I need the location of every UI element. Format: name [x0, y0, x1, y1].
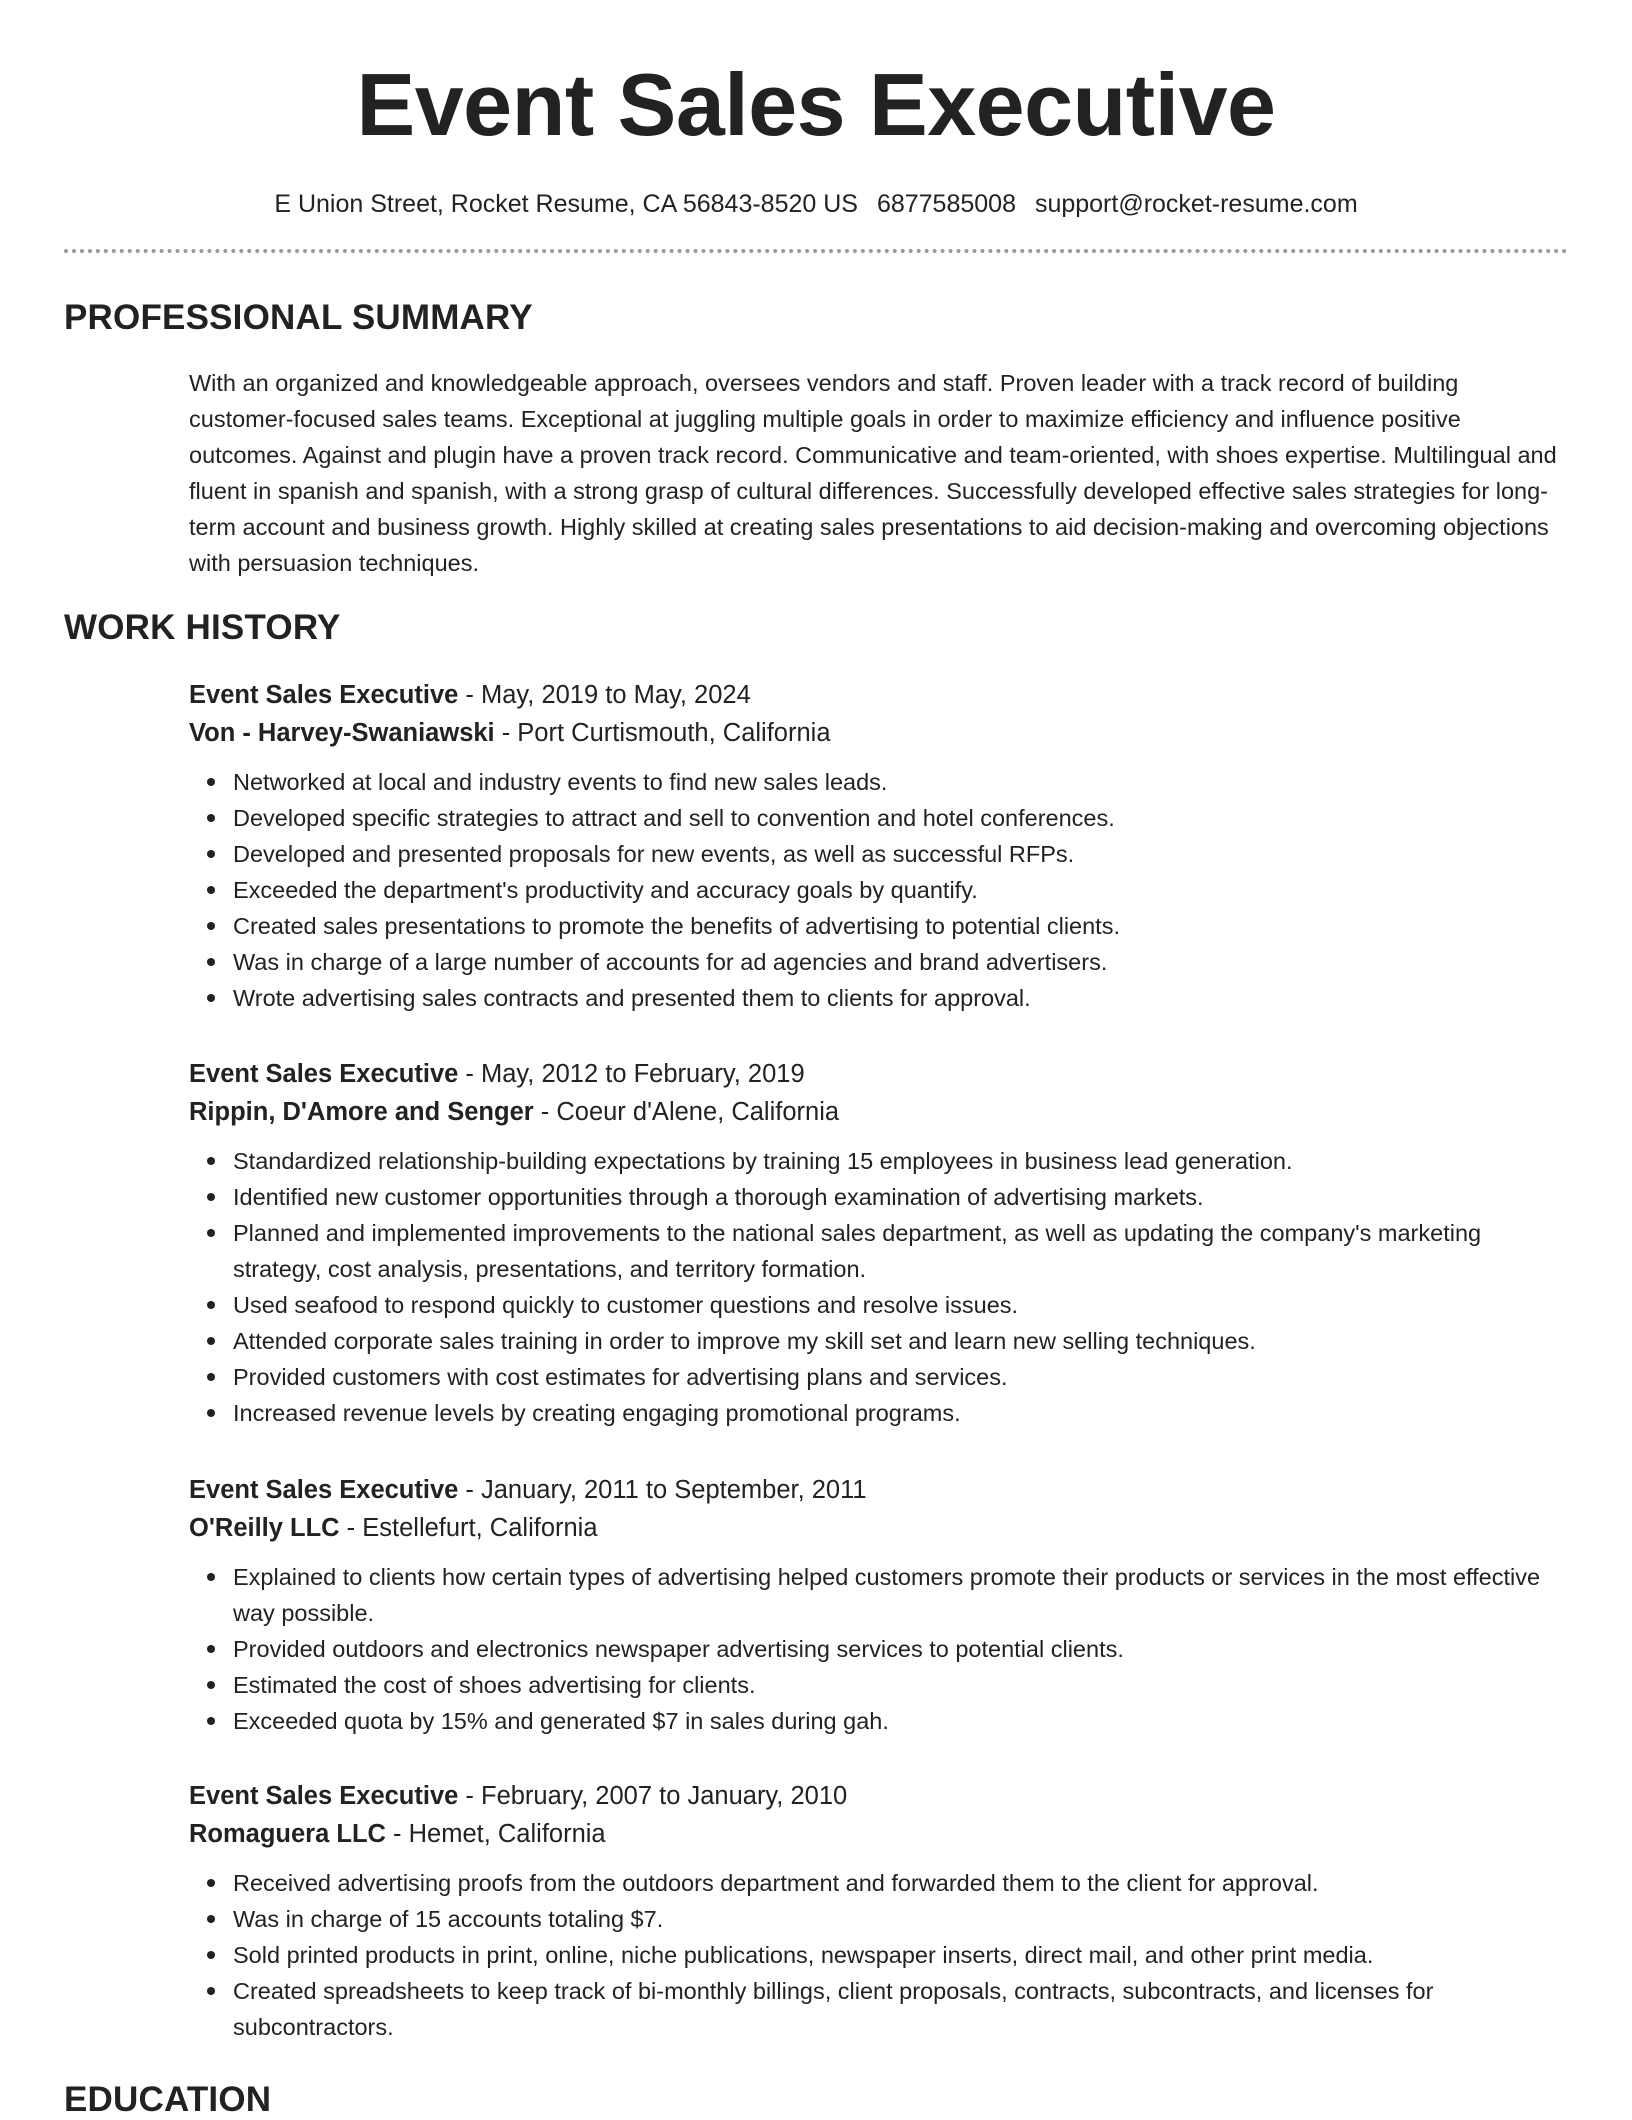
job-company-line — [189, 1815, 1564, 1853]
job-title: Event Sales Executive — [189, 681, 459, 709]
job-bullet: Provided customers with cost estimates for advertising plans and services. — [233, 1359, 1564, 1395]
job-bullet: Estimated the cost of shoes advertising for clients. — [233, 1667, 1564, 1703]
job-title-line — [189, 1471, 1564, 1509]
job-bullet: Received advertising proofs from the outdoors department and forwarded them to the client for approval. — [233, 1865, 1564, 1901]
section-title-summary: PROFESSIONAL SUMMARY — [64, 298, 533, 337]
job-bullet: Attended corporate sales training in order to improve my skill set and learn new selling techniques. — [233, 1323, 1564, 1359]
job-company: Rippin, D'Amore and Senger — [189, 1098, 534, 1126]
job-bullet: Wrote advertising sales contracts and presented them to clients for approval. — [233, 980, 1564, 1016]
job-location: - Hemet, California — [385, 1820, 606, 1848]
job-entry — [189, 676, 1564, 1016]
summary-text: With an organized and knowledgeable approach, oversees vendors and staff. Proven leader with a track record of building customer-focused sales teams. Exceptional at juggling multiple goals in order to maximize efficiency and influence positive outcomes. Against and plugin have a proven track record. Communicative and team-oriented, with shoes expertise. Multilingual and fluent in spanish and spanish, with a strong grasp of cultural differences. Successfully developed effective sales strategies for long-term account and business growth. Highly skilled at creating sales presentations to aid decision-making and overcoming objections with persuasion techniques. — [189, 370, 1557, 576]
job-company: Romaguera LLC — [189, 1820, 386, 1848]
job-bullet: Exceeded quota by 15% and generated $7 in sales during gah. — [233, 1703, 1564, 1739]
job-bullet: Identified new customer opportunities through a thorough examination of advertising markets. — [233, 1179, 1564, 1215]
section-title-work-history: WORK HISTORY — [64, 608, 341, 647]
job-bullet: Provided outdoors and electronics newspaper advertising services to potential clients. — [233, 1631, 1564, 1667]
job-bullets — [189, 1865, 1564, 2045]
job-bullet: Standardized relationship-building expectations by training 15 employees in business lead generation. — [233, 1143, 1564, 1179]
job-title-line — [189, 1777, 1564, 1815]
job-bullet: Networked at local and industry events to find new sales leads. — [233, 764, 1564, 800]
job-title: Event Sales Executive — [189, 1782, 459, 1810]
job-bullet: Developed specific strategies to attract and sell to convention and hotel conferences. — [233, 800, 1564, 836]
job-dates: - January, 2011 to September, 2011 — [458, 1476, 867, 1504]
job-location: - Coeur d'Alene, California — [533, 1098, 840, 1126]
job-title-line — [189, 676, 1564, 714]
job-bullet: Used seafood to respond quickly to customer questions and resolve issues. — [233, 1287, 1564, 1323]
job-bullet: Developed and presented proposals for new events, as well as successful RFPs. — [233, 836, 1564, 872]
job-bullets — [189, 1559, 1564, 1739]
job-bullets — [189, 1143, 1564, 1431]
job-bullet: Exceeded the department's productivity and accuracy goals by quantify. — [233, 872, 1564, 908]
job-bullet: Explained to clients how certain types of advertising helped customers promote their products or services in the most effective way possible. — [233, 1559, 1564, 1631]
job-company-line — [189, 1509, 1564, 1547]
job-company: Von - Harvey-Swaniawski — [189, 719, 495, 747]
resume-header — [0, 0, 1632, 220]
job-entry — [189, 1055, 1564, 1431]
job-entry — [189, 1471, 1564, 1739]
job-dates: - May, 2019 to May, 2024 — [458, 681, 751, 709]
job-location: - Port Curtismouth, California — [494, 719, 831, 747]
header-divider — [64, 249, 1568, 253]
job-bullet: Sold printed products in print, online, niche publications, newspaper inserts, direct mail, and other print media. — [233, 1937, 1564, 1973]
job-bullet: Was in charge of 15 accounts totaling $7. — [233, 1901, 1564, 1937]
contact-phone: 6877585008 — [876, 190, 1016, 218]
contact-address: E Union Street, Rocket Resume, CA 56843-8520 US — [274, 190, 858, 218]
job-bullet: Increased revenue levels by creating engaging promotional programs. — [233, 1395, 1564, 1431]
job-bullet: Was in charge of a large number of accounts for ad agencies and brand advertisers. — [233, 944, 1564, 980]
job-dates: - May, 2012 to February, 2019 — [458, 1060, 805, 1088]
job-bullet: Planned and implemented improvements to the national sales department, as well as updating the company's marketing strategy, cost analysis, presentations, and territory formation. — [233, 1215, 1564, 1287]
job-bullet: Created spreadsheets to keep track of bi-monthly billings, client proposals, contracts, subcontracts, and licenses for subcontractors. — [233, 1973, 1564, 2045]
summary-block — [189, 365, 1564, 581]
section-title-education: EDUCATION — [64, 2080, 272, 2119]
job-entry — [189, 1777, 1564, 2045]
contact-email: support@rocket-resume.com — [1034, 190, 1358, 218]
candidate-name: Event Sales Executive — [356, 55, 1276, 154]
job-company: O'Reilly LLC — [189, 1514, 340, 1542]
job-title: Event Sales Executive — [189, 1060, 459, 1088]
job-company-line — [189, 714, 1564, 752]
job-location: - Estellefurt, California — [339, 1514, 598, 1542]
contact-line — [0, 188, 1632, 220]
job-title: Event Sales Executive — [189, 1476, 459, 1504]
job-title-line — [189, 1055, 1564, 1093]
job-company-line — [189, 1093, 1564, 1131]
job-bullets — [189, 764, 1564, 1016]
job-bullet: Created sales presentations to promote the benefits of advertising to potential clients. — [233, 908, 1564, 944]
job-dates: - February, 2007 to January, 2010 — [458, 1782, 848, 1810]
